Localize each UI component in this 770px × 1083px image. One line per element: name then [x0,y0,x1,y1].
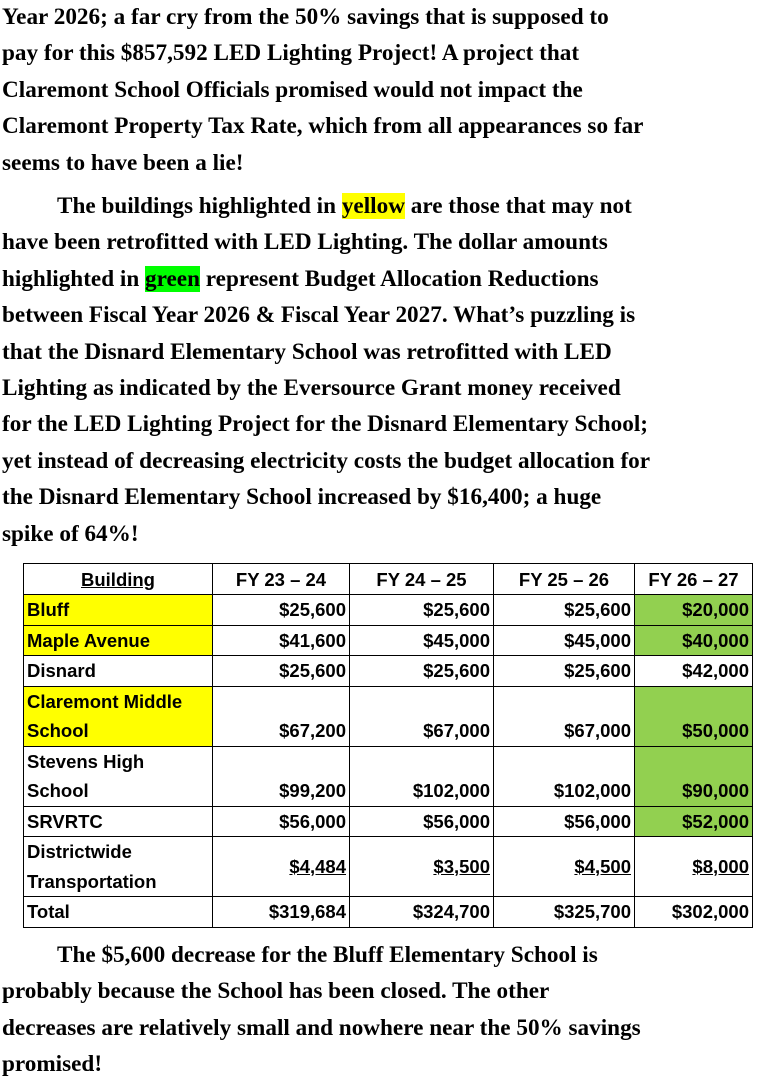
text-line: Lighting as indicated by the Eversource Grant money received [2,374,621,401]
paragraph-intro [2,0,768,181]
table-row-disnard [24,656,753,687]
table-cell: $325,700 [494,897,635,928]
table-row-bluff [24,595,753,626]
building-name [24,746,213,806]
building-name [24,686,213,746]
table-header-row [24,564,753,595]
table-cell-reduction: $90,000 [635,746,753,806]
building-name-line: Stevens High [27,750,145,772]
table-cell: $45,000 [350,625,494,656]
table-row-claremont-middle-school [24,686,753,746]
table-cell: $56,000 [494,806,635,837]
table-cell: $25,600 [213,656,350,687]
building-name: Disnard [24,656,213,687]
building-name-line: School [27,720,89,741]
text-line: that the Disnard Elementary School was retrofitted with LED [2,338,612,365]
table-cell: $56,000 [350,806,494,837]
building-name-line: Transportation [27,870,157,892]
column-header-building: Building [24,564,213,595]
text-line: for the LED Lighting Project for the Disnard Elementary School; [2,411,648,438]
table-row-total [24,897,753,928]
table-cell: $45,000 [494,625,635,656]
table-cell: $67,200 [213,686,350,746]
text-segment: represent Budget Allocation Reductions [200,265,599,292]
table-cell-reduction: $20,000 [635,595,753,626]
table-cell: $324,700 [350,897,494,928]
table-cell: $25,600 [213,595,350,626]
text-line [2,261,768,297]
text-line: yet instead of decreasing electricity costs the budget allocation for [2,447,651,474]
building-name-line: School [27,780,89,801]
text-line: spike of 64%! [2,520,139,547]
building-name: Bluff [24,595,213,626]
text-line: The $5,600 decrease for the Bluff Elementary School is [57,942,598,968]
text-line: between Fiscal Year 2026 & Fiscal Year 2027. What’s puzzling is [2,302,636,329]
column-header-fy23-24: FY 23 – 24 [213,564,350,595]
building-name-line: Claremont Middle [27,690,183,712]
table-cell: $67,000 [494,686,635,746]
table-cell: $25,600 [350,595,494,626]
building-name-line: Districtwide [27,841,132,862]
table-cell-value: $4,500 [574,855,631,877]
table-cell: $102,000 [350,746,494,806]
table-cell [213,837,350,897]
paragraph-conclusion [2,937,768,1083]
text-line [2,188,768,224]
building-name: Total [24,897,213,928]
table-cell [635,837,753,897]
building-name [24,837,213,897]
text-segment: highlighted in [2,265,146,292]
table-cell: $42,000 [635,656,753,687]
table-cell [494,837,635,897]
text-segment: are those that may not [404,193,632,219]
table-cell: $25,600 [494,656,635,687]
column-header-fy24-25: FY 24 – 25 [350,564,494,595]
table-cell: $41,600 [213,625,350,656]
table-row-districtwide-transportation [24,837,753,897]
table-cell-reduction: $52,000 [635,806,753,837]
text-line: Year 2026; a far cry from the 50% savings that is supposed to [2,4,609,30]
table-cell: $25,600 [494,595,635,626]
text-segment: The buildings highlighted in [57,193,342,219]
table-cell-value: $4,484 [289,855,346,877]
table-cell-reduction: $50,000 [635,686,753,746]
text-line: have been retrofitted with LED Lighting. The dollar amounts [2,229,608,256]
yellow-highlight-word: yellow [341,193,405,219]
building-name: Maple Avenue [24,625,213,656]
table-cell-value: $3,500 [433,855,490,877]
text-line: pay for this $857,592 LED Lighting Project! A project that [2,40,580,67]
table-cell-reduction: $40,000 [635,625,753,656]
text-line: the Disnard Elementary School increased by $16,400; a huge [2,484,602,511]
table-row-stevens-high-school [24,746,753,806]
table-cell [350,837,494,897]
table-cell: $319,684 [213,897,350,928]
text-line: decreases are relatively small and nowhere near the 50% savings [2,1014,641,1041]
text-line: probably because the School has been closed. The other [2,978,550,1005]
paragraph-highlight-explanation [2,188,768,552]
column-header-fy26-27: FY 26 – 27 [635,564,753,595]
budget-allocation-table [23,563,753,928]
text-line: seems to have been a lie! [2,149,244,176]
table-cell-value: $8,000 [692,855,749,877]
table-cell: $25,600 [350,656,494,687]
table-cell: $67,000 [350,686,494,746]
table-cell: $99,200 [213,746,350,806]
text-line: Claremont Property Tax Rate, which from all appearances so far [2,113,644,140]
table-cell: $56,000 [213,806,350,837]
table-cell: $102,000 [494,746,635,806]
building-name: SRVRTC [24,806,213,837]
table-cell: $302,000 [635,897,753,928]
text-line: Claremont School Officials promised would not impact the [2,76,583,103]
table-row-srvrtc [24,806,753,837]
column-header-fy25-26: FY 25 – 26 [494,564,635,595]
table-row-maple-avenue [24,625,753,656]
green-highlight-word: green [145,265,200,292]
text-line: promised! [2,1051,103,1078]
